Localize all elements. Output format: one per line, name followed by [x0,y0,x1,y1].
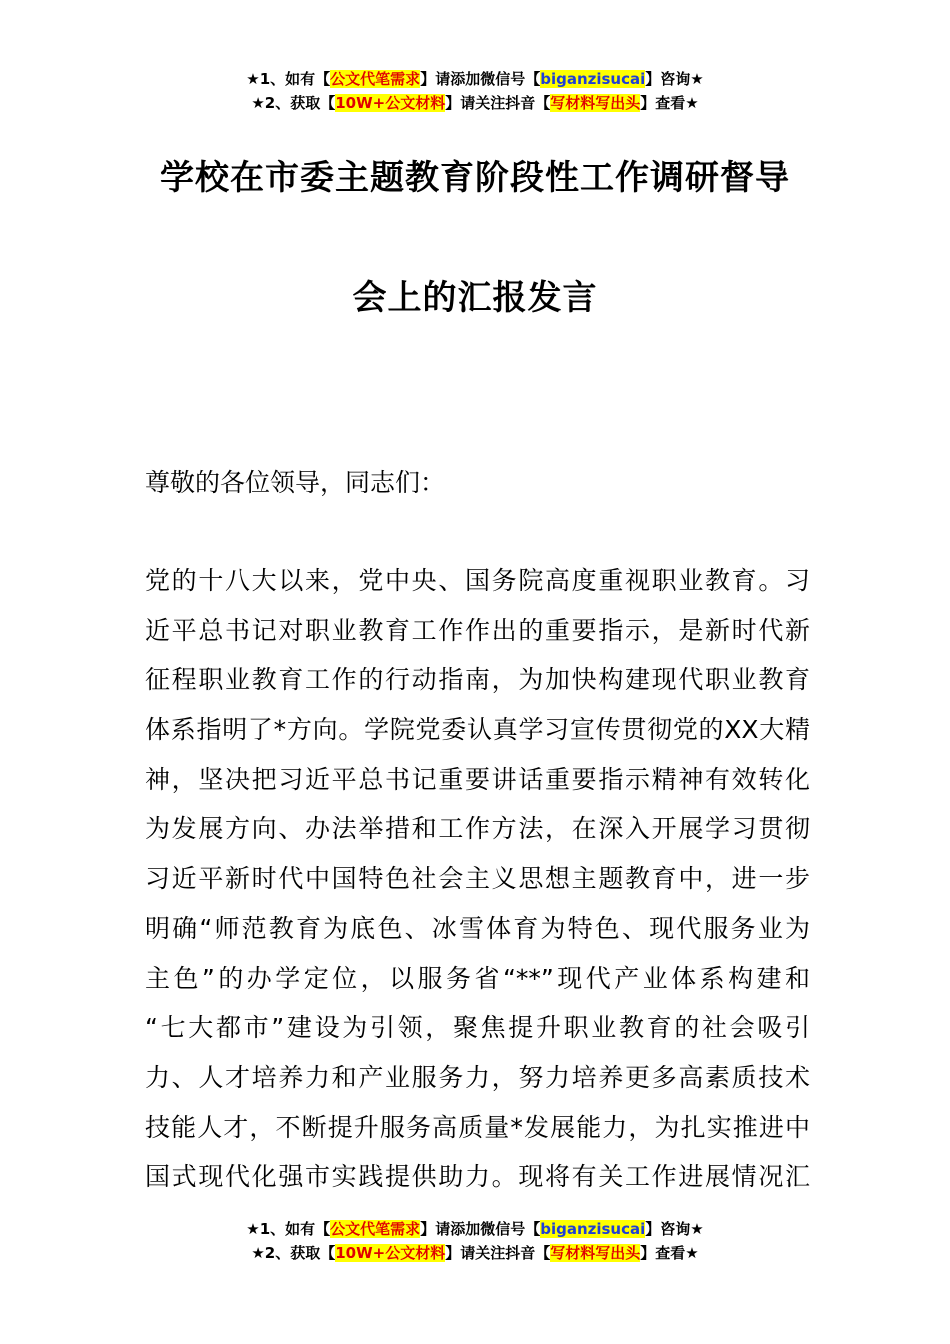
header-banner [0,67,950,115]
salutation: 尊敬的各位领导，同志们： [145,468,446,497]
body-line: 力、人才培养力和产业服务力，努力培养更多高素质技术 [145,1062,810,1092]
banner-text: 】请添加微信号【 [420,70,541,88]
document-title-line-2: 会上的汇报发言 [352,278,598,318]
body-line: 主色”的办学定位，以服务省“**”现代产业体系构建和 [145,963,810,993]
banner-highlight: 写材料写出头 [550,1244,641,1262]
banner-text: 】请关注抖音【 [445,1244,551,1262]
body-line: 党的十八大以来，党中央、国务院高度重视职业教育。习 [145,566,810,595]
body-line: 神，坚决把习近平总书记重要讲话重要指示精神有效转化 [145,764,810,794]
banner-line-1 [0,67,950,91]
banner-line-1 [0,1217,950,1241]
body-line: 征程职业教育工作的行动指南，为加快构建现代职业教育 [145,665,810,695]
body-paragraph [145,556,810,1202]
banner-text: 】请关注抖音【 [445,94,551,112]
banner-text: ★2、获取【 [251,94,336,112]
banner-text: 】咨询★ [645,1220,704,1238]
banner-text: ★1、如有【 [246,1220,331,1238]
body-line: 技能人才，不断提升服务高质量*发展能力，为扎实推进中 [145,1112,810,1142]
banner-text: 】请添加微信号【 [420,1220,541,1238]
banner-text: ★1、如有【 [246,70,331,88]
banner-text: 】查看★ [640,94,699,112]
banner-text: 】咨询★ [645,70,704,88]
banner-highlight: 公文代笔需求 [330,1220,421,1238]
banner-highlight: 10W+公文材料 [335,94,446,112]
body-line: 明确“师范教育为底色、冰雪体育为特色、现代服务业为 [145,913,810,943]
banner-highlight: 10W+公文材料 [335,1244,446,1262]
banner-text: ★2、获取【 [251,1244,336,1262]
document-title-line-1: 学校在市委主题教育阶段性工作调研督导 [160,158,790,198]
body-line: 近平总书记对职业教育工作作出的重要指示，是新时代新 [145,615,810,645]
banner-text: 】查看★ [640,1244,699,1262]
banner-highlight: 写材料写出头 [550,94,641,112]
banner-highlight: 公文代笔需求 [330,70,421,88]
body-line: 为发展方向、办法举措和工作方法，在深入开展学习贯彻 [145,814,810,844]
banner-wechat-id: biganzisucai [540,70,646,88]
body-line: 国式现代化强市实践提供助力。现将有关工作进展情况汇 [145,1162,810,1192]
body-line: “七大都市”建设为引领，聚焦提升职业教育的社会吸引 [145,1013,810,1043]
footer-banner [0,1217,950,1265]
banner-wechat-id: biganzisucai [540,1220,646,1238]
banner-line-2 [0,1241,950,1265]
banner-line-2 [0,91,950,115]
body-line: 习近平新时代中国特色社会主义思想主题教育中，进一步 [145,864,810,894]
body-line: 体系指明了*方向。学院党委认真学习宣传贯彻党的XX大精 [145,715,810,745]
